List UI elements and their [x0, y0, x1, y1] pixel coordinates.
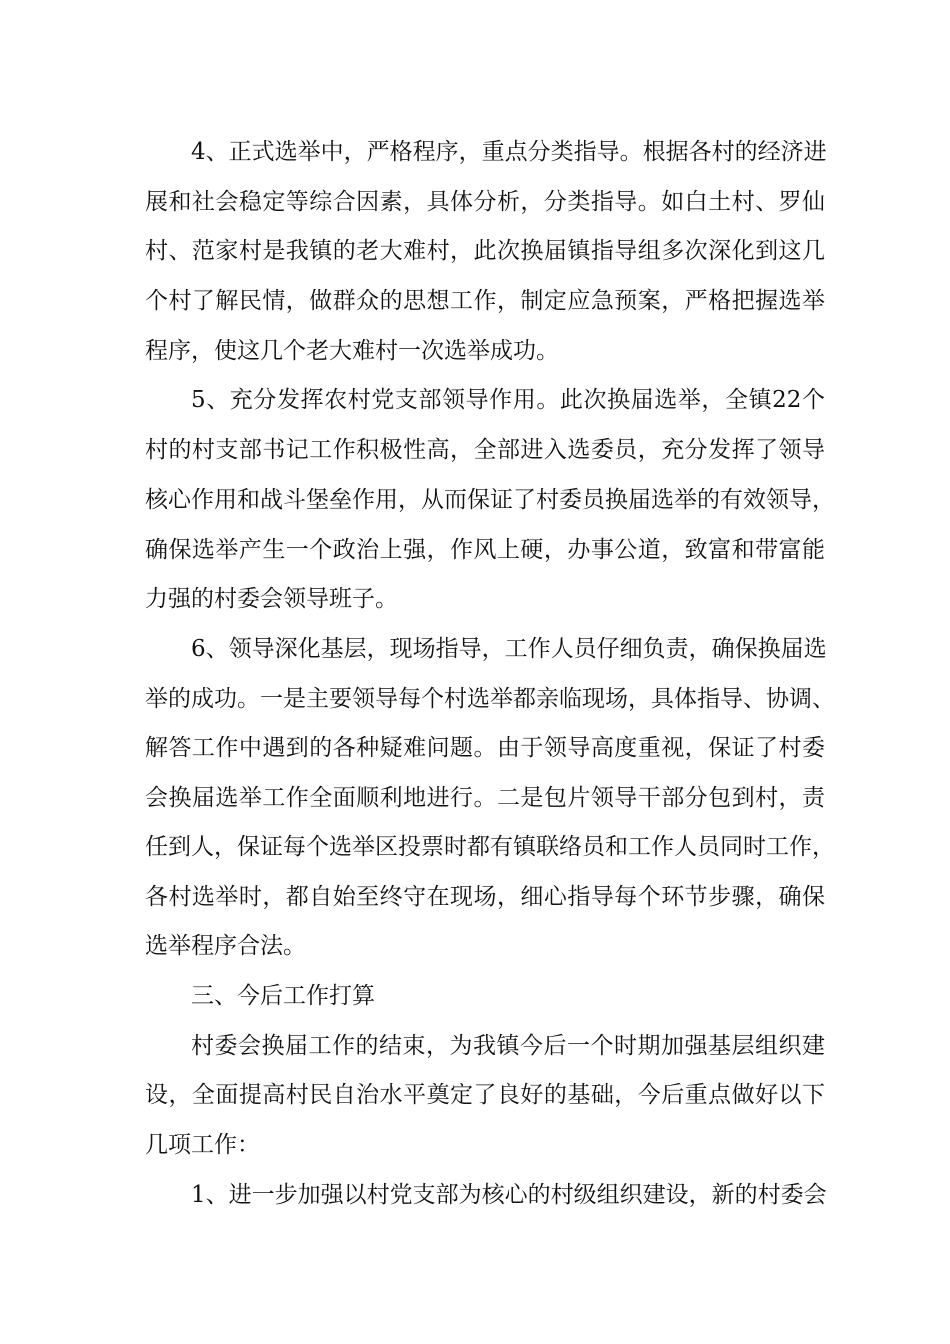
paragraph-4-line-2: 展和社会稳定等综合因素，具体分析，分类指导。如白土村、罗仙	[145, 189, 825, 215]
paragraph-4-line-1: 4、正式选举中，严格程序，重点分类指导。根据各村的经济进	[191, 139, 827, 165]
paragraph-6-line-2: 举的成功。一是主要领导每个村选举都亲临现场，具体指导、协调、	[145, 686, 835, 712]
paragraph-6-line-7: 选举程序合法。	[145, 933, 306, 959]
paragraph-4-line-4: 个村了解民情，做群众的思想工作，制定应急预案，严格把握选举	[145, 288, 825, 314]
paragraph-5-line-2: 村的村支部书记工作积极性高，全部进入选委员，充分发挥了领导	[145, 437, 825, 463]
paragraph-6-line-3: 解答工作中遇到的各种疑难问题。由于领导高度重视，保证了村委	[145, 735, 825, 761]
paragraph-5-line-5: 力强的村委会领导班子。	[145, 586, 398, 612]
paragraph-6-line-4: 会换届选举工作全面顺利地进行。二是包片领导干部分包到村，责	[145, 785, 825, 811]
paragraph-plans-line-2: 设，全面提高村民自治水平奠定了良好的基础，今后重点做好以下	[145, 1082, 825, 1108]
paragraph-4-line-3: 村、范家村是我镇的老大难村，此次换届镇指导组多次深化到这几	[145, 238, 825, 264]
paragraph-5-line-3: 核心作用和战斗堡垒作用，从而保证了村委员换届选举的有效领导，	[145, 487, 835, 513]
paragraph-5-line-1: 5、充分发挥农村党支部领导作用。此次换届选举，全镇22个	[191, 387, 825, 413]
paragraph-plans-line-1: 村委会换届工作的结束，为我镇今后一个时期加强基层组织建	[191, 1033, 825, 1059]
paragraph-5-line-4: 确保选举产生一个政治上强，作风上硬，办事公道，致富和带富能	[145, 537, 825, 563]
paragraph-6-line-6: 各村选举时，都自始至终守在现场，细心指导每个环节步骤，确保	[145, 884, 825, 910]
paragraph-6-line-1: 6、领导深化基层，现场指导，工作人员仔细负责，确保换届选	[191, 636, 827, 662]
paragraph-4-line-5: 程序，使这几个老大难村一次选举成功。	[145, 338, 559, 364]
paragraph-6-line-5: 任到人，保证每个选举区投票时都有镇联络员和工作人员同时工作，	[145, 834, 835, 860]
list-item-1-line-1: 1、进一步加强以村党支部为核心的村级组织建设，新的村委会	[191, 1182, 827, 1208]
paragraph-plans-line-3: 几项工作：	[145, 1132, 260, 1158]
section-heading-3: 三、今后工作打算	[191, 983, 375, 1009]
